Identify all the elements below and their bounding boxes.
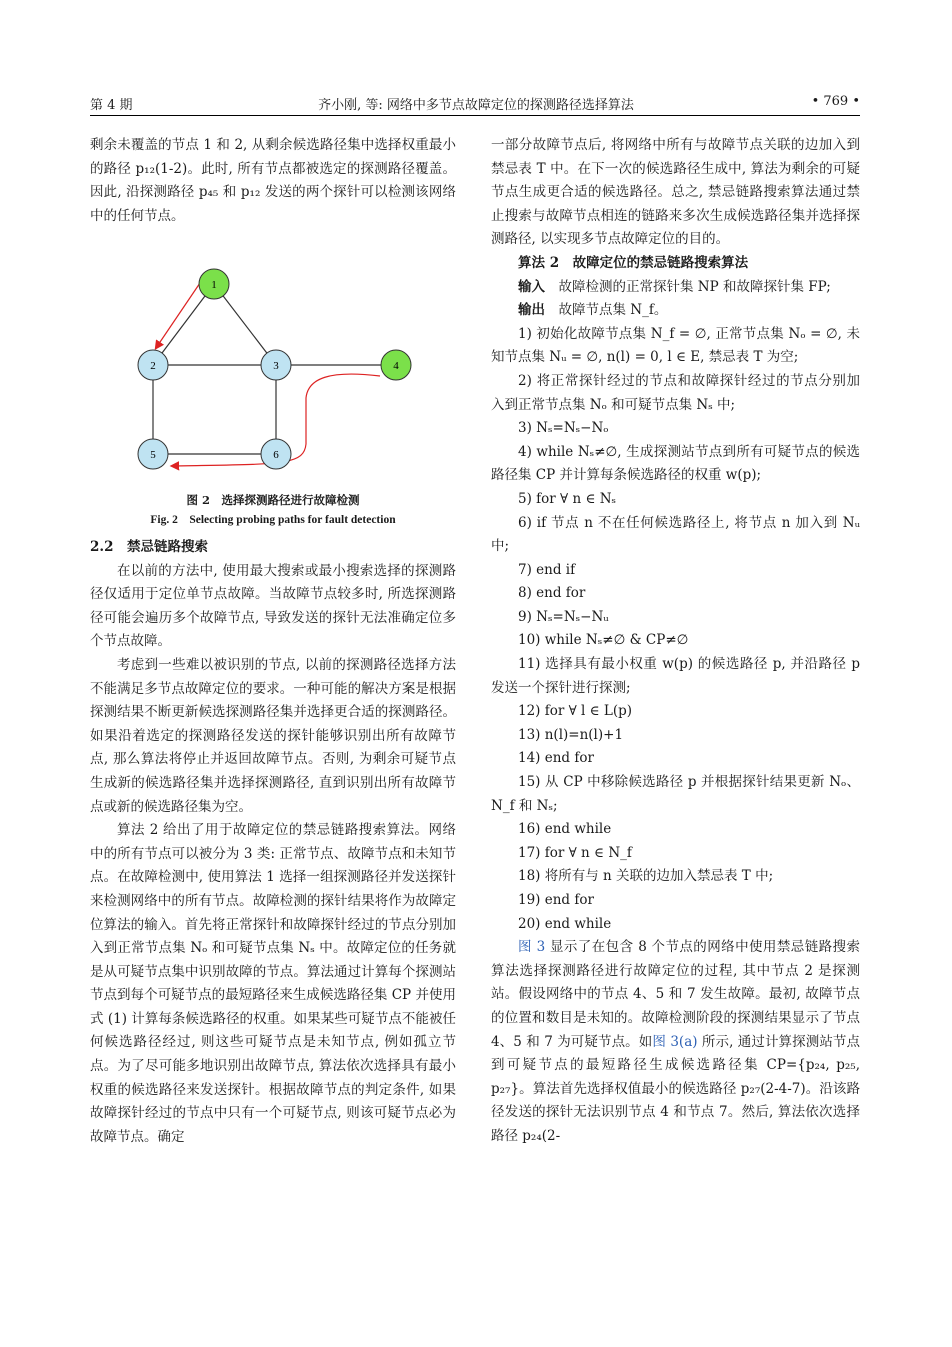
algorithm-step: 12) for ∀ l ∈ L(p) xyxy=(518,703,633,720)
algorithm-output xyxy=(491,299,860,323)
text-run: 所示, 通过计算探测站节点到可疑节点的最短路径生成候选路径集 CP={p₂₄, p₂₅, p₂₇}。算法首先选择权值最小的候选路径 p₂₇(2-4-7)。沿该路径发送的探针无法识别节点 4 和节点 7。然后, 算法依次选择路径 p₂₄(2- xyxy=(491,1033,861,1144)
algorithm-step: 6) if 节点 n 不在任何候选路径上, 将节点 n 加入到 Nᵤ 中; xyxy=(491,514,860,555)
algorithm-step: 5) for ∀ n ∈ Nₛ xyxy=(518,490,617,507)
section-heading: 2.2 禁忌链路搜索 xyxy=(90,539,208,555)
figure-3-link[interactable]: 图 3 xyxy=(518,939,546,956)
algorithm-step: 18) 将所有与 n 关联的边加入禁忌表 T 中; xyxy=(518,868,774,885)
algorithm-step: 1) 初始化故障节点集 N_f = ∅, 正常节点集 Nₒ = ∅, 未知节点集 Nᵤ = ∅, n(l) = 0, l ∈ E, 禁忌表 T 为空; xyxy=(491,325,860,366)
algorithm-step: 2) 将正常探针经过的节点和故障探针经过的节点分别加入到正常节点集 Nₒ 和可疑节点集 Nₛ 中; xyxy=(491,372,860,413)
page-number: • 769 • xyxy=(811,94,860,109)
algorithm-step: 19) end for xyxy=(518,892,594,908)
algorithm-step: 20) end while xyxy=(518,915,612,932)
node-label: 1 xyxy=(211,279,217,291)
input-label: 输入 xyxy=(518,278,545,295)
paragraph: 算法 2 给出了用于故障定位的禁忌链路搜索算法。网络中的所有节点可以被分为 3 类: 正常节点、故障节点和未知节点。在故障检测中, 使用算法 1 选择一组探测路径并发送探针来检测网络中的所有节点。故障检测的探针结果将作为故障定位算法的输入。首先将正常探针和故障探针经过的节点分别加入到正常节点集 Nₒ 和可疑节点集 Nₛ 中。故障定位的任务就是从可疑节点集中识别故障的节点。算法通过计算每个探测站节点到每个可疑节点的最短路径来生成候选路径集 CP 并使用式 (1) 计算每条候选路径的权重。如果某些可疑节点不能被任何候选路径经过, 则这些可疑节点是未知节点, 例如孤立节点。为了尽可能多地识别出故障节点, 算法依次选择具有最小权重的候选路径来发送探针。根据故障节点的判定条件, 如果故障探针经过的节点中只有一个可疑节点, 则该可疑节点必为故障节点。确定 xyxy=(90,822,456,1145)
paragraph xyxy=(491,936,860,1148)
algorithm-step: 10) while Nₛ≠∅ & CP≠∅ xyxy=(518,632,689,649)
text-run: 显示了在包含 8 个节点的网络中使用禁忌链路搜索算法选择探测路径进行故障定位的过程, 其中节点 2 是探测站。假设网络中的节点 4、5 和 7 发生故障。最初, 故障节点的位置和数目是未知的。故障检测阶段的探测结果显示了节点 4、5 和 7 为可疑节点。如 xyxy=(491,939,860,1050)
journal-issue: 第 4 期 xyxy=(90,98,133,113)
algorithm-step: 14) end for xyxy=(518,750,594,767)
algorithm-input xyxy=(491,276,860,300)
figure-3a-link[interactable]: 图 3(a) xyxy=(652,1033,698,1050)
right-column xyxy=(491,134,860,1149)
header-rule xyxy=(90,115,860,116)
network-graph xyxy=(90,258,456,488)
input-text: 故障检测的正常探针集 NP 和故障探针集 FP; xyxy=(545,278,831,295)
figure-2 xyxy=(90,258,456,492)
node-label: 5 xyxy=(150,449,156,461)
output-text: 故障节点集 N_f。 xyxy=(545,302,668,319)
algorithm-step: 3) Nₛ=Nₛ−Nₒ xyxy=(518,420,609,437)
node-label: 6 xyxy=(273,449,279,461)
paragraph: 考虑到一些难以被识别的节点, 以前的探测路径选择方法不能满足多节点故障定位的要求。一种可能的解决方案是根据探测结果不断更新候选探测路径集并选择更合适的探测路径。如果沿着选定的探测路径发送的探针能够识别出所有故障节点, 那么算法将停止并返回故障节点。否则, 为剩余可疑节点生成新的候选路径集并选择探测路径, 直到识别出所有故障节点或新的候选路径集为空。 xyxy=(90,656,456,815)
figure-caption-en: Fig. 2 Selecting probing paths for fault detection xyxy=(150,514,396,526)
left-column xyxy=(90,134,456,228)
paragraph: 一部分故障节点后, 将网络中所有与故障节点关联的边加入到禁忌表 T 中。在下一次的候选路径生成中, 算法为剩余的可疑节点生成更合适的候选路径。总之, 禁忌链路搜索算法通过禁止搜索与故障节点相连的链路来多次生成候选路径集并选择探测路径, 以实现多节点故障定位的目的。 xyxy=(491,137,860,248)
node-label: 2 xyxy=(150,360,156,372)
algorithm-step: 16) end while xyxy=(518,821,612,838)
output-label: 输出 xyxy=(518,302,545,319)
node-label: 4 xyxy=(393,360,399,372)
algorithm-step: 9) Nₛ=Nₛ−Nᵤ xyxy=(518,608,609,625)
node-label: 3 xyxy=(273,360,279,372)
algorithm-step: 15) 从 CP 中移除候选路径 p 并根据探针结果更新 Nₒ、N_f 和 Nₛ; xyxy=(491,774,860,814)
algorithm-step: 17) for ∀ n ∈ N_f xyxy=(518,844,632,861)
paragraph: 剩余未覆盖的节点 1 和 2, 从剩余候选路径集中选择权重最小的路径 p₁₂(1-2)。此时, 所有节点都被选定的探测路径覆盖。因此, 沿探测路径 p₄₅ 和 p₁₂ 发送的两个探针可以检测该网络中的任何节点。 xyxy=(90,137,456,224)
algorithm-step: 11) 选择具有最小权重 w(p) 的候选路径 p, 并沿路径 p 发送一个探针进行探测; xyxy=(491,656,860,696)
algorithm-step: 7) end if xyxy=(518,561,576,578)
algorithm-step: 4) while Nₛ≠∅, 生成探测站节点到所有可疑节点的候选路径集 CP 并计算每条候选路径的权重 w(p); xyxy=(491,443,860,484)
algorithm-step: 13) n(l)=n(l)+1 xyxy=(518,726,624,743)
probe-path-p12 xyxy=(156,280,202,348)
running-title: 齐小刚, 等: 网络中多节点故障定位的探测路径选择算法 xyxy=(318,98,634,113)
algorithm-title: 算法 2 故障定位的禁忌链路搜索算法 xyxy=(518,254,749,271)
figure-caption-cn: 图 2 选择探测路径进行故障检测 xyxy=(186,493,360,507)
algorithm-step: 8) end for xyxy=(518,585,586,602)
left-column-lower xyxy=(90,536,456,1149)
paragraph: 在以前的方法中, 使用最大搜索或最小搜索选择的探测路径仅适用于定位单节点故障。当故障节点较多时, 所选探测路径可能会遍历多个故障节点, 导致发送的探针无法准确定位多个节点故障。 xyxy=(90,562,456,650)
